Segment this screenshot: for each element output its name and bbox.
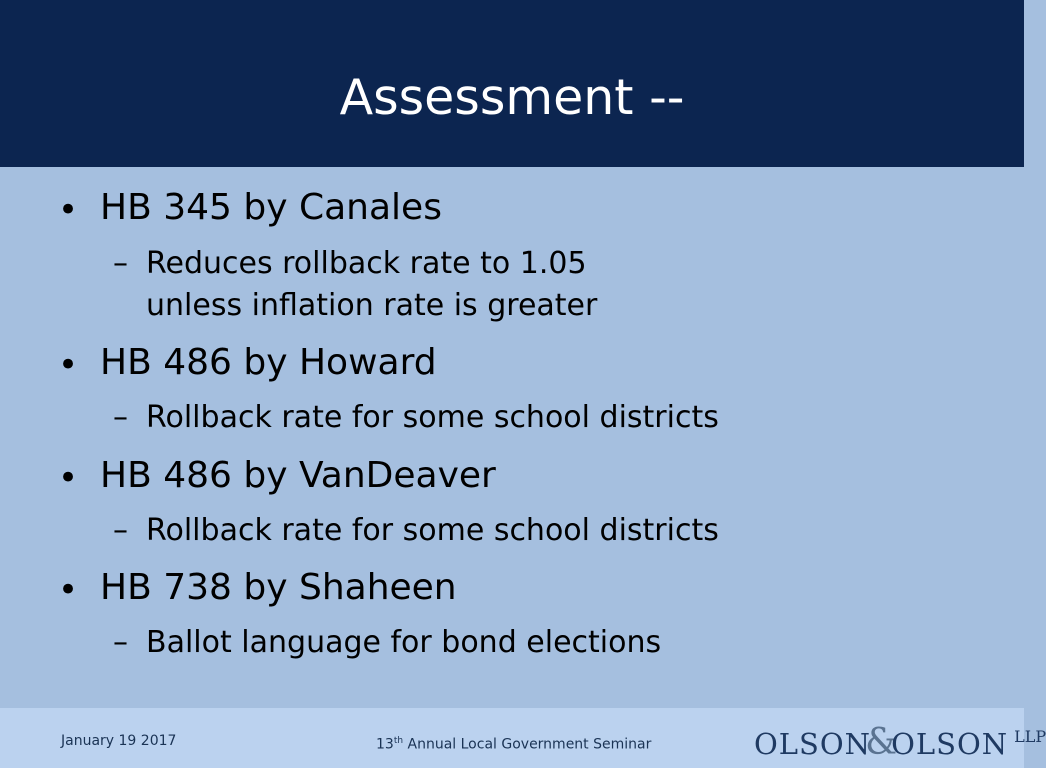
sub-item-continuation: unless inflation rate is greater — [146, 288, 598, 323]
sub-item: Rollback rate for some school districts — [146, 513, 719, 548]
seminar-suffix: th — [393, 736, 404, 746]
seminar-title: Annual Local Government Seminar — [403, 736, 652, 753]
bullet-icon: • — [58, 345, 79, 385]
slide-footer — [0, 708, 1046, 768]
dash-icon: – — [113, 400, 128, 435]
sub-item: Rollback rate for some school districts — [146, 400, 719, 435]
olson-olson-logo — [754, 722, 1046, 762]
dash-icon: – — [113, 513, 128, 548]
footer-date: January 19 2017 — [61, 733, 177, 749]
logo-llp: LLP — [1014, 727, 1046, 746]
bullet-item-hb345: HB 345 by Canales — [100, 187, 442, 228]
seminar-number: 13 — [376, 736, 394, 753]
slide-title: Assessment -- — [339, 69, 685, 126]
bullet-item-hb486-howard: HB 486 by Howard — [100, 342, 437, 383]
dash-icon: – — [113, 246, 128, 281]
sub-item: Reduces rollback rate to 1.05 — [146, 246, 587, 281]
slide-header — [0, 0, 1024, 167]
logo-ampersand: & — [865, 722, 898, 763]
bullet-icon: • — [58, 190, 79, 230]
footer-seminar — [376, 732, 651, 754]
dash-icon: – — [113, 625, 128, 660]
sub-item: Ballot language for bond elections — [146, 625, 662, 660]
bullet-item-hb486-vandeaver: HB 486 by VanDeaver — [100, 455, 496, 496]
logo-word-1: OLSON — [754, 727, 872, 761]
slide-content — [0, 167, 1024, 708]
bullet-icon: • — [58, 458, 79, 498]
logo-word-2: OLSON — [891, 727, 1009, 761]
bullet-item-hb738: HB 738 by Shaheen — [100, 567, 457, 608]
bullet-icon: • — [58, 570, 79, 610]
